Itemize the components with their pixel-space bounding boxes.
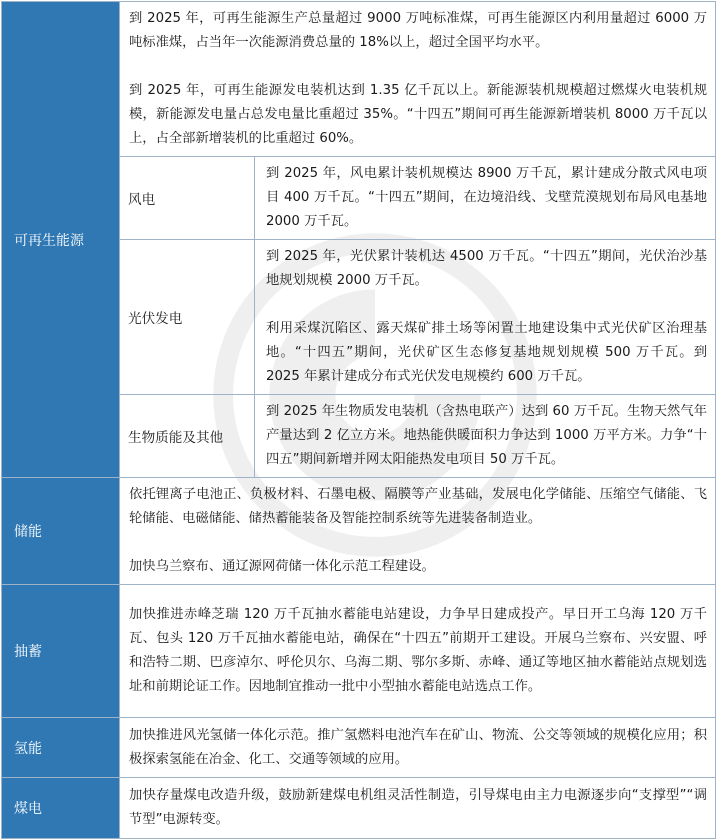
category-storage: 储能 — [2, 478, 120, 585]
biomass-paragraph: 到 2025 年生物质发电装机（含热电联产）达到 60 万千瓦。生物天然气年产量达到 2 亿立方米。地热能供暖面积力争达到 1000 万平方米。力争“十四五”期间新增并网太阳能热发电项目 50 万千瓦。 — [266, 404, 707, 467]
table-row — [2, 585, 716, 718]
coal-power-text — [120, 778, 716, 839]
renewable-overview — [120, 2, 716, 157]
storage-paragraph: 加快乌兰察布、通辽源网荷储一体化示范工程建设。 — [129, 559, 435, 574]
category-hydrogen: 氢能 — [2, 718, 120, 778]
wind-paragraph: 到 2025 年，风电累计装机规模达 8900 万千瓦，累计建成分散式风电项目 400 万千瓦。“十四五”期间，在边境沿线、戈壁荒漠规划布局风电基地 2000 万千瓦。 — [266, 166, 707, 229]
hydrogen-paragraph: 加快推进风光氢储一体化示范。推广氢燃料电池汽车在矿山、物流、公交等领域的规模化应用；积极探索氢能在冶金、化工、交通等领域的应用。 — [129, 727, 707, 767]
category-renewable: 可再生能源 — [2, 2, 120, 478]
solar-paragraph: 利用采煤沉陷区、露天煤矿排土场等闲置土地建设集中式光伏矿区治理基地。“十四五”期间，光伏矿区生态修复基地规划规模 500 万千瓦。到 2025 年累计建成分布式光伏发电规模约 600 万千瓦。 — [266, 321, 707, 384]
solar-paragraph: 到 2025 年，光伏累计装机达 4500 万千瓦。“十四五”期间，光伏治沙基地规划规模 2000 万千瓦。 — [266, 249, 707, 288]
table-row — [2, 778, 716, 839]
wind-text — [255, 157, 716, 240]
biomass-text — [255, 395, 716, 478]
table-row — [2, 478, 716, 585]
category-pumped-storage: 抽蓄 — [2, 585, 120, 718]
renewable-overview-paragraph: 到 2025 年，可再生能源生产总量超过 9000 万吨标准煤，可再生能源区内利用量超过 6000 万吨标准煤，占当年一次能源消费总量的 18%以上，超过全国平均水平。 — [129, 11, 707, 50]
coal-power-paragraph: 加快存量煤电改造升级，鼓励新建煤电机组灵活性制造，引导煤电由主力电源逐步向“支撑型”“调节型”电源转变。 — [129, 788, 707, 827]
category-coal-power: 煤电 — [2, 778, 120, 839]
subcategory-solar: 光伏发电 — [120, 240, 255, 395]
pumped-storage-text — [120, 585, 716, 718]
storage-text — [120, 478, 716, 585]
solar-text — [255, 240, 716, 395]
table-row — [2, 2, 716, 157]
renewable-overview-paragraph: 到 2025 年，可再生能源发电装机达到 1.35 亿千瓦以上。新能源装机规模超过燃煤火电装机规模，新能源发电量占总发电量比重超过 35%。“十四五”期间可再生能源新增装机 8000 万千瓦以上，占全部新增装机的比重超过 60%。 — [129, 83, 707, 146]
hydrogen-text — [120, 718, 716, 778]
energy-plan-table — [1, 1, 716, 839]
pumped-storage-paragraph: 加快推进赤峰芝瑞 120 万千瓦抽水蓄能电站建设，力争早日建成投产。早日开工乌海 120 万千瓦、包头 120 万千瓦抽水蓄能电站，确保在“十四五”前期开工建设。开展乌兰察布、兴安盟、呼和浩特二期、巴彦淖尔、呼伦贝尔、乌海二期、鄂尔多斯、赤峰、通辽等地区抽水蓄能站点规划选址和前期论证工作。因地制宜推动一批中小型抽水蓄能电站选点工作。 — [129, 607, 707, 694]
table-row — [2, 718, 716, 778]
storage-paragraph: 依托锂离子电池正、负极材料、石墨电极、隔膜等产业基础，发展电化学储能、压缩空气储能、飞轮储能、电磁储能、储热蓄能装备及智能控制系统等先进装备制造业。 — [129, 487, 707, 526]
subcategory-wind: 风电 — [120, 157, 255, 240]
subcategory-biomass: 生物质能及其他 — [120, 395, 255, 478]
